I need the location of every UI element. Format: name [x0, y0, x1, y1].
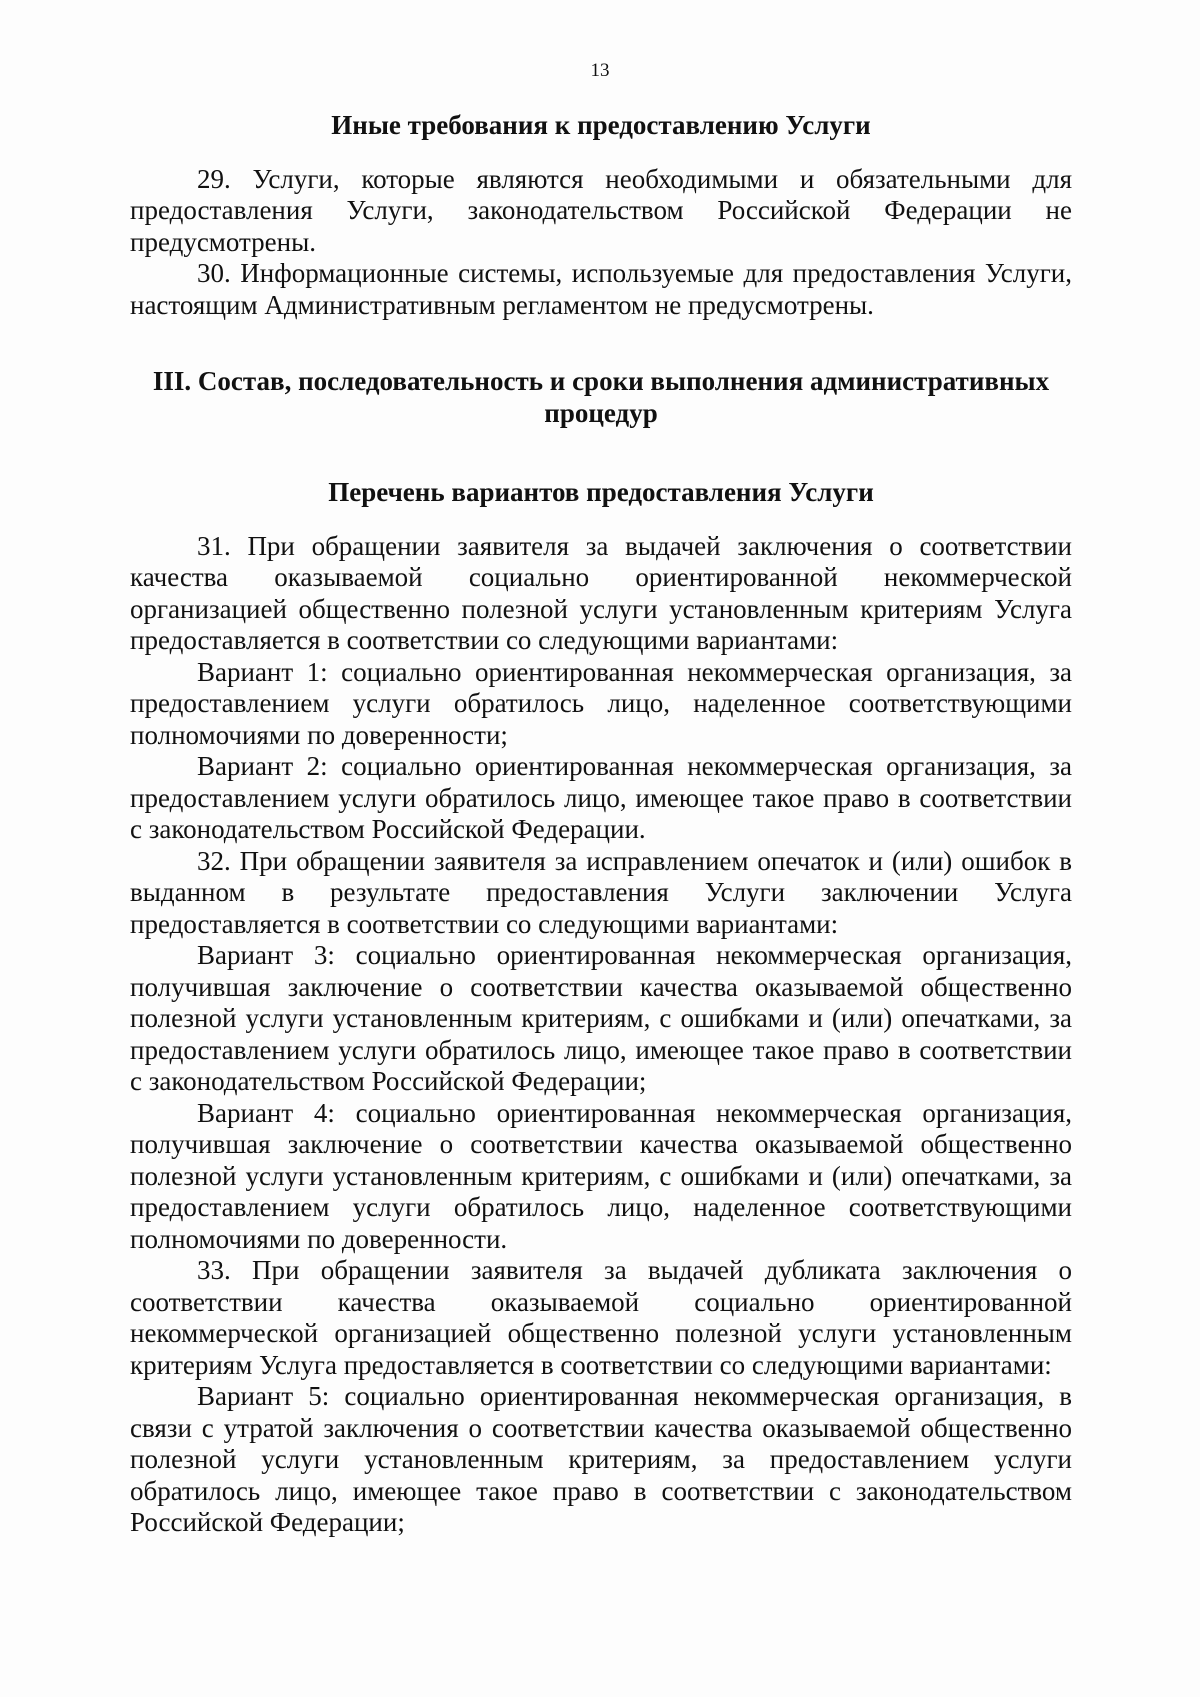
- heading-variants-list: Перечень вариантов предоставления Услуги: [328, 477, 874, 507]
- variant-1: Вариант 1: социально ориентированная некоммерческая организация, за предоставлением услуги обратилось лицо, наделенное соответствующими полномочиями по доверенности;: [130, 656, 1072, 750]
- paragraph-31: 31. При обращении заявителя за выдачей заключения о соответствии качества оказываемой социально ориентированной некоммерческой организацией общественно полезной услуги установленным критериям Услуга предоставляется в соответствии со следующими вариантами:: [130, 530, 1072, 655]
- paragraph-30: 30. Информационные системы, используемые для предоставления Услуги, настоящим Административным регламентом не предусмотрены.: [130, 258, 1072, 320]
- variant-4: Вариант 4: социально ориентированная некоммерческая организация, получившая заключение о соответствии качества оказываемой общественно полезной услуги установленным критериям, с ошибками и (или) опечатками, за предоставлением услуги обратилось лицо, наделенное соответствующими полномочиями по доверенности.: [130, 1097, 1072, 1254]
- variant-5: Вариант 5: социально ориентированная некоммерческая организация, в связи с утратой заключения о соответствии качества оказываемой общественно полезной услуги установленным критериям, за предоставлением услуги обратилось лицо, имеющее такое право в соответствии с законодательством Российской Федерации;: [130, 1381, 1072, 1537]
- heading-section-3: III. Состав, последовательность и сроки выполнения административных процедур: [152, 366, 1050, 428]
- document-body: [130, 110, 1072, 1539]
- variant-2: Вариант 2: социально ориентированная некоммерческая организация, за предоставлением услуги обратилось лицо, имеющее такое право в соответствии с законодательством Российской Федерации.: [130, 751, 1072, 844]
- paragraph-29: 29. Услуги, которые являются необходимыми и обязательными для предоставления Услуги, законодательством Российской Федерации не предусмотрены.: [130, 163, 1072, 257]
- paragraph-32: 32. При обращении заявителя за исправлением опечаток и (или) ошибок в выданном в результате предоставления Услуги заключении Услуга предоставляется в соответствии со следующими вариантами:: [130, 845, 1072, 939]
- paragraph-33: 33. При обращении заявителя за выдачей дубликата заключения о соответствии качества оказываемой социально ориентированной некоммерческой организацией общественно полезной услуги установленным критериям Услуга предоставляется в соответствии со следующими вариантами:: [130, 1255, 1072, 1380]
- variant-3: Вариант 3: социально ориентированная некоммерческая организация, получившая заключение о соответствии качества оказываемой общественно полезной услуги установленным критериям, с ошибками и (или) опечатками, за предоставлением услуги обратилось лицо, имеющее такое право в соответствии с законодательством Российской Федерации;: [130, 940, 1072, 1096]
- heading-other-requirements: Иные требования к предоставлению Услуги: [331, 110, 871, 140]
- page-number: 13: [590, 60, 610, 81]
